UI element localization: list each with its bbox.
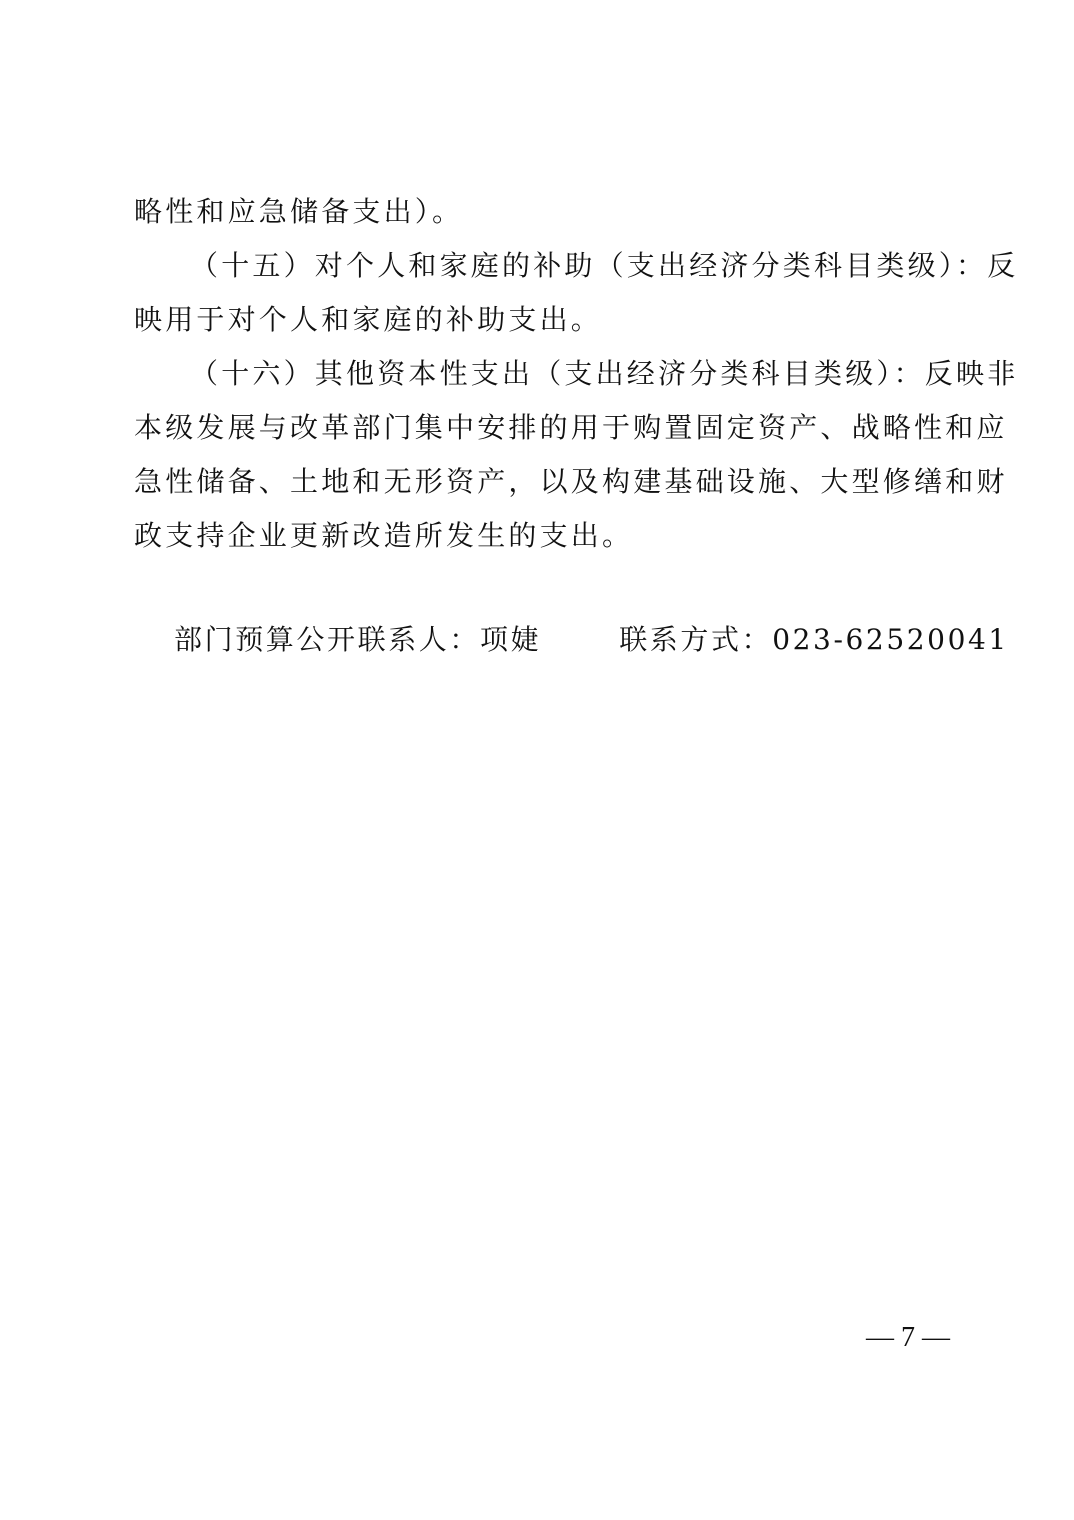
contact-info <box>174 620 1009 660</box>
page-number: — 7 — <box>866 1322 950 1353</box>
paragraph-line: （十五）对个人和家庭的补助（支出经济分类科目类级）：反 <box>190 249 1019 282</box>
contact-person: 部门预算公开联系人：项婕 <box>174 623 542 656</box>
paragraph-line: 略性和应急储备支出）。 <box>134 195 464 228</box>
contact-phone: 联系方式：023-62520041 <box>619 623 1009 656</box>
paragraph-line: 急性储备、土地和无形资产，以及构建基础设施、大型修缮和财 <box>134 465 1008 498</box>
paragraph-line: 政支持企业更新改造所发生的支出。 <box>134 519 634 552</box>
paragraph-line: 本级发展与改革部门集中安排的用于购置固定资产、战略性和应 <box>134 411 1008 444</box>
paragraph-line: （十六）其他资本性支出（支出经济分类科目类级）：反映非 <box>190 357 1019 390</box>
paragraph-line: 映用于对个人和家庭的补助支出。 <box>134 303 603 336</box>
